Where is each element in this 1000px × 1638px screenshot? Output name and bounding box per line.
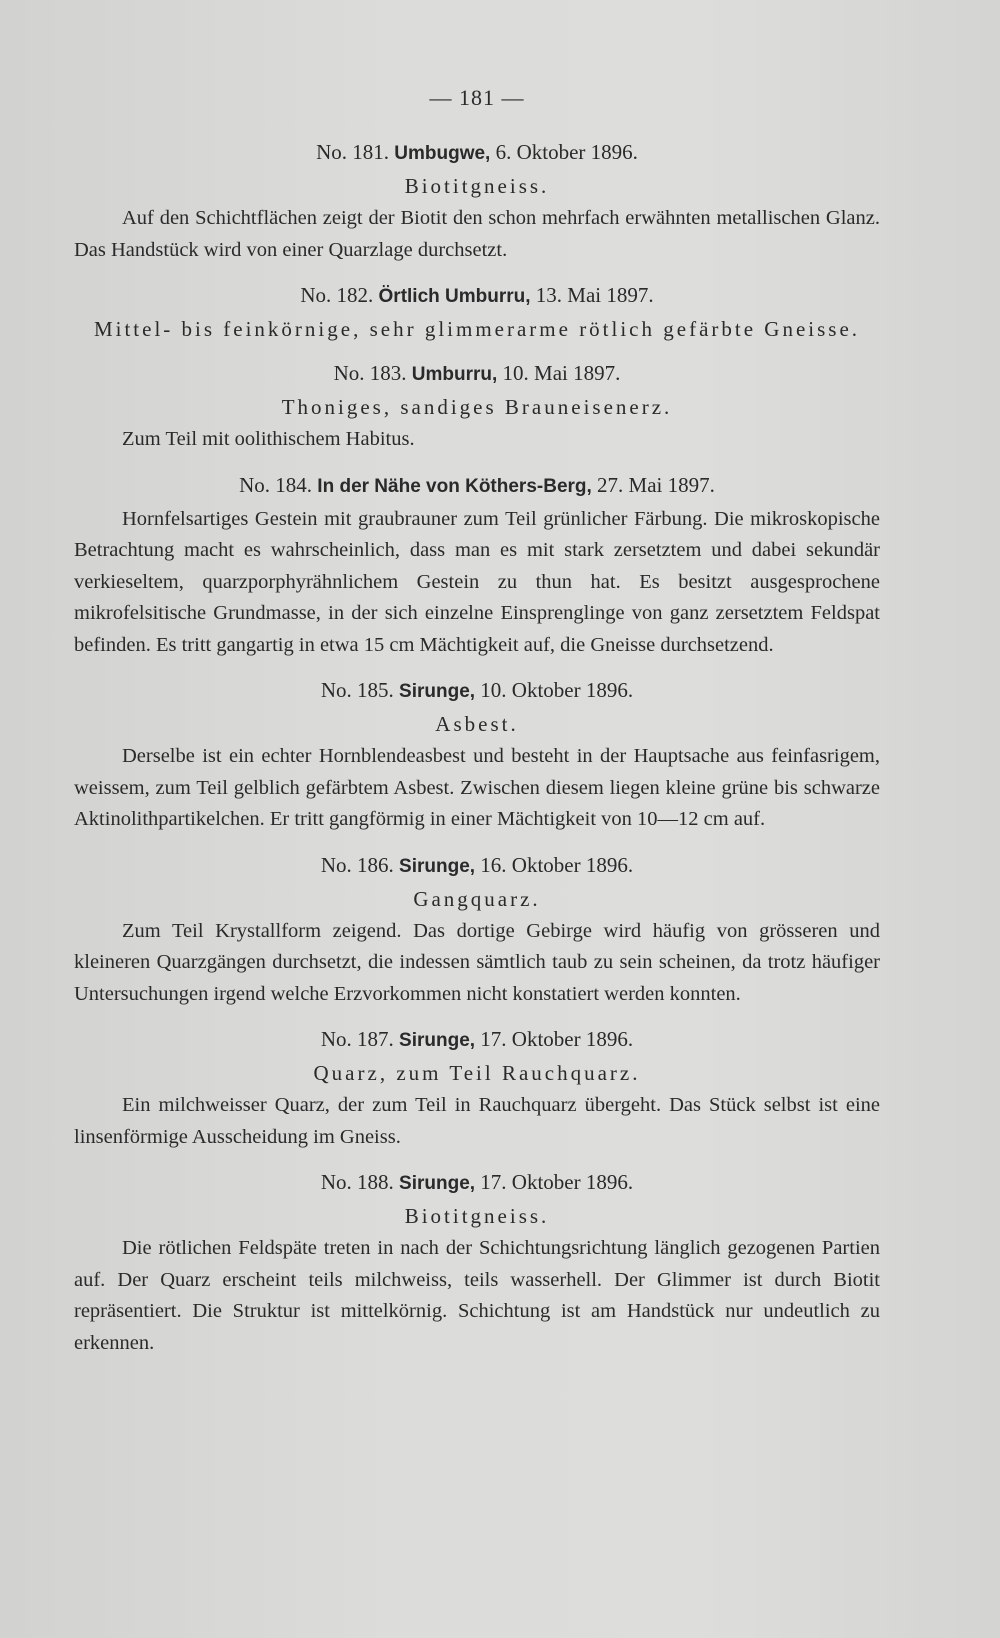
entry-location: In der Nähe von Köthers-Berg, xyxy=(317,475,592,497)
entry-location: Sirunge, xyxy=(399,681,476,702)
page-content xyxy=(74,85,880,1359)
rock-name: Quarz, zum Teil Rauchquarz. xyxy=(313,1061,641,1085)
entry-number: No. 182. xyxy=(300,283,374,307)
entry-date: 13. Mai 1897. xyxy=(535,283,654,307)
entry-number: No. 181. xyxy=(316,140,390,164)
entry-183 xyxy=(74,358,880,456)
entry-date: 17. Oktober 1896. xyxy=(480,1170,634,1194)
entry-number: No. 183. xyxy=(333,361,407,385)
rock-name: Biotitgneiss. xyxy=(404,1204,550,1228)
rock-name: Thoniges, sandiges Brauneisenerz. xyxy=(281,395,673,419)
entry-185 xyxy=(74,675,880,836)
entry-number: No. 184. xyxy=(239,472,313,497)
entry-182 xyxy=(74,280,880,344)
entry-date: 27. Mai 1897. xyxy=(597,472,715,497)
entry-description: Ein milchweisser Quarz, der zum Teil in Rauchquarz übergeht. Das Stück selbst ist eine linsenförmige Ausscheidung im Gneiss. xyxy=(74,1094,880,1148)
entry-heading xyxy=(74,137,880,169)
rock-name: Mittel- bis feinkörnige, sehr glimmerarme rötlich gefärbte Gneisse. xyxy=(93,317,861,341)
entry-number: No. 186. xyxy=(320,852,394,877)
entry-number: No. 185. xyxy=(320,678,394,702)
entry-date: 17. Oktober 1896. xyxy=(480,1027,634,1051)
entry-date: 6. Oktober 1896. xyxy=(495,140,638,164)
entry-location: Sirunge, xyxy=(399,1030,476,1051)
page-number: — 181 — xyxy=(429,85,525,110)
entry-heading xyxy=(74,1167,880,1199)
entry-heading xyxy=(74,358,880,390)
rock-name: Gangquarz. xyxy=(413,886,541,911)
entry-date: 10. Oktober 1896. xyxy=(480,678,634,702)
entry-heading xyxy=(74,850,880,882)
entry-184 xyxy=(74,470,880,662)
entry-description: Die rötlichen Feldspäte treten in nach der Schichtungsrichtung länglich gezogenen Partien auf. Der Quarz erscheint teils milchweiss, teils wasserhell. Der Glimmer ist durch Biotit repräsentiert. Die Struktur ist mittelkörnig. Schichtung ist am Handstück nur undeutlich zu erkennen. xyxy=(74,1237,880,1354)
entry-188 xyxy=(74,1167,880,1359)
entry-description: Zum Teil Krystallform zeigend. Das dortige Gebirge wird häufig von grösseren und kleineren Quarzgängen durchsetzt, die indessen sämtlich taub zu sein scheinen, da trotz häufiger Untersuchungen irgend welche Erzvorkommen nicht konstatiert werden konnten. xyxy=(74,919,880,1005)
rock-name: Asbest. xyxy=(435,712,519,736)
entry-date: 16. Oktober 1896. xyxy=(480,852,634,877)
entry-heading xyxy=(74,280,880,312)
entry-186 xyxy=(74,850,880,1011)
entry-location: Sirunge, xyxy=(399,855,476,877)
entry-number: No. 188. xyxy=(320,1170,394,1194)
entry-heading xyxy=(74,470,880,502)
rock-name: Biotitgneiss. xyxy=(404,174,550,198)
entry-location: Örtlich Umburru, xyxy=(378,286,531,307)
entry-date: 10. Mai 1897. xyxy=(502,361,621,385)
entry-181 xyxy=(74,137,880,266)
entry-heading xyxy=(74,675,880,707)
entry-location: Sirunge, xyxy=(399,1173,476,1194)
entry-description: Hornfelsartiges Gestein mit graubrauner zum Teil grünlicher Färbung. Die mikroskopische Betrachtung macht es wahrscheinlich, dass man es mit stark zersetztem und dabei sekundär verkieseltem, quarzporphyrähnlichem Gestein zu thun hat. Es besitzt ausgesprochene mikrofelsitische Grundmasse, in der sich einzelne Einsprenglinge von ganz zersetztem Feldspat befinden. Es tritt gangartig in etwa 15 cm Mächtigkeit auf, die Gneisse durchsetzend. xyxy=(74,507,880,656)
entry-description: Zum Teil mit oolithischem Habitus. xyxy=(122,428,415,450)
entry-location: Umburru, xyxy=(411,364,498,385)
entry-187 xyxy=(74,1024,880,1153)
entry-description: Auf den Schichtflächen zeigt der Biotit den schon mehrfach erwähnten metallischen Glanz. Das Handstück wird von einer Quarzlage durchsetzt. xyxy=(74,207,880,261)
entry-description: Derselbe ist ein echter Hornblendeasbest und besteht in der Hauptsache aus feinfasrigem, weissem, zum Teil gelblich gefärbtem Asbest. Zwischen diesem liegen kleine grüne bis schwarze Aktinolithpartikelchen. Er tritt gangförmig in einer Mächtigkeit von 10—12 cm auf. xyxy=(74,745,880,830)
entry-location: Umbugwe, xyxy=(394,143,491,164)
entry-heading xyxy=(74,1024,880,1056)
entry-number: No. 187. xyxy=(320,1027,394,1051)
